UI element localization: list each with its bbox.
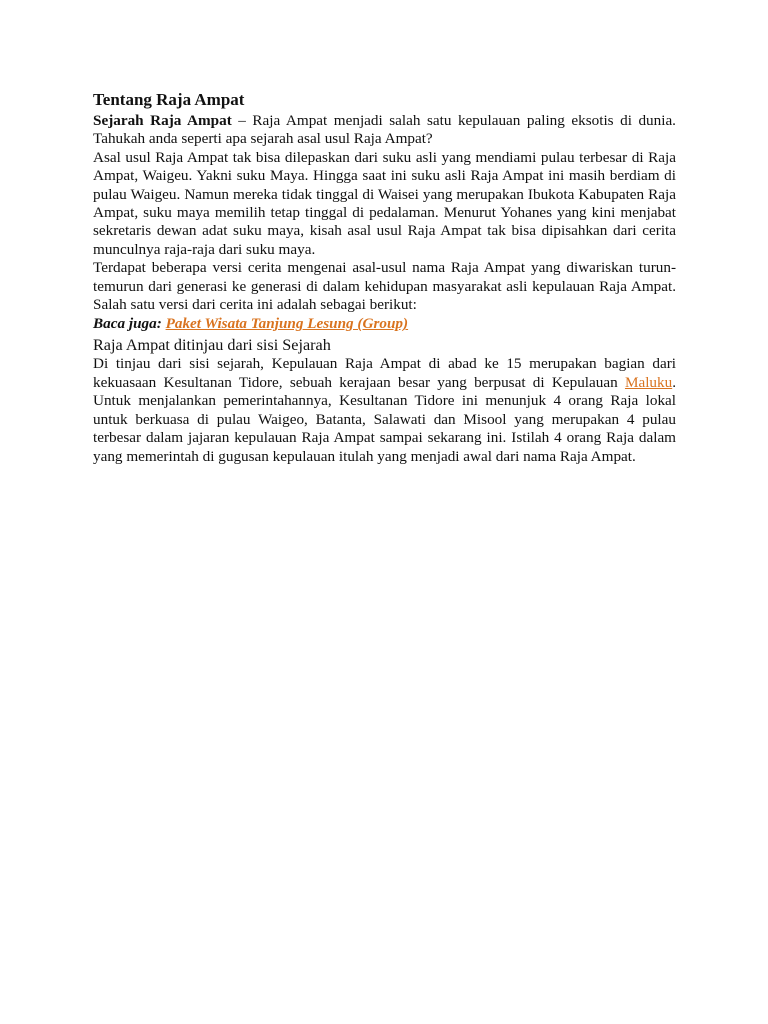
baca-juga-label: Baca juga: (93, 315, 162, 333)
versions-paragraph: Terdapat beberapa versi cerita mengenai asal-usul nama Raja Ampat yang diwariskan turun-temurun dari generasi ke generasi di dalam kehidupan masyarakat asli kepulauan Raja Ampat. Salah satu versi dari cerita ini adalah sebagai berikut: (93, 259, 676, 314)
intro-lead: Sejarah Raja Ampat (93, 112, 232, 129)
page-title: Tentang Raja Ampat (93, 90, 245, 109)
history-paragraph (93, 355, 676, 465)
intro-text: – Raja Ampat menjadi salah satu kepulauan paling eksotis di dunia. Tahukah anda seperti apa sejarah asal usul Raja Ampat? (93, 112, 676, 148)
history-text-start: Di tinjau dari sisi sejarah, Kepulauan Raja Ampat di abad ke 15 merupakan bagian dari kekuasaan Kesultanan Tidore, sebuah kerajaan besar yang berpusat di Kepulauan (93, 355, 676, 391)
history-text-end: . Untuk menjalankan pemerintahannya, Kesultanan Tidore ini menunjuk 4 orang Raja lokal untuk berkuasa di pulau Waigeo, Batanta, Salawati dan Misool yang merupakan 4 pulau terbesar dalam jajaran kepulauan Raja Ampat sampai sekarang ini. Istilah 4 orang Raja dalam yang memerintah di gugusan kepulauan itulah yang menjadi awal dari nama Raja Ampat. (93, 373, 676, 465)
baca-juga-line (93, 314, 676, 333)
section-heading: Raja Ampat ditinjau dari sisi Sejarah (93, 336, 331, 355)
tanjung-lesung-link[interactable]: Paket Wisata Tanjung Lesung (Group) (165, 315, 409, 333)
intro-paragraph (93, 112, 676, 149)
document-page (93, 89, 676, 466)
origin-paragraph: Asal usul Raja Ampat tak bisa dilepaskan dari suku asli yang mendiami pulau terbesar di Raja Ampat, Waigeu. Yakni suku Maya. Hingga saat ini suku asli Raja Ampat ini masih berdiam di pulau Waigeu. Namun mereka tidak tinggal di Waisei yang merupakan Ibukota Kabupaten Raja Ampat, suku maya memilih tetap tinggal di pedalaman. Menurut Yohanes yang kini menjabat sekretaris dewan adat suku maya, kisah asal usul Raja Ampat tak bisa dipisahkan dari cerita munculnya raja-raja dari suku maya. (93, 148, 676, 258)
maluku-link[interactable]: Maluku (624, 373, 673, 391)
